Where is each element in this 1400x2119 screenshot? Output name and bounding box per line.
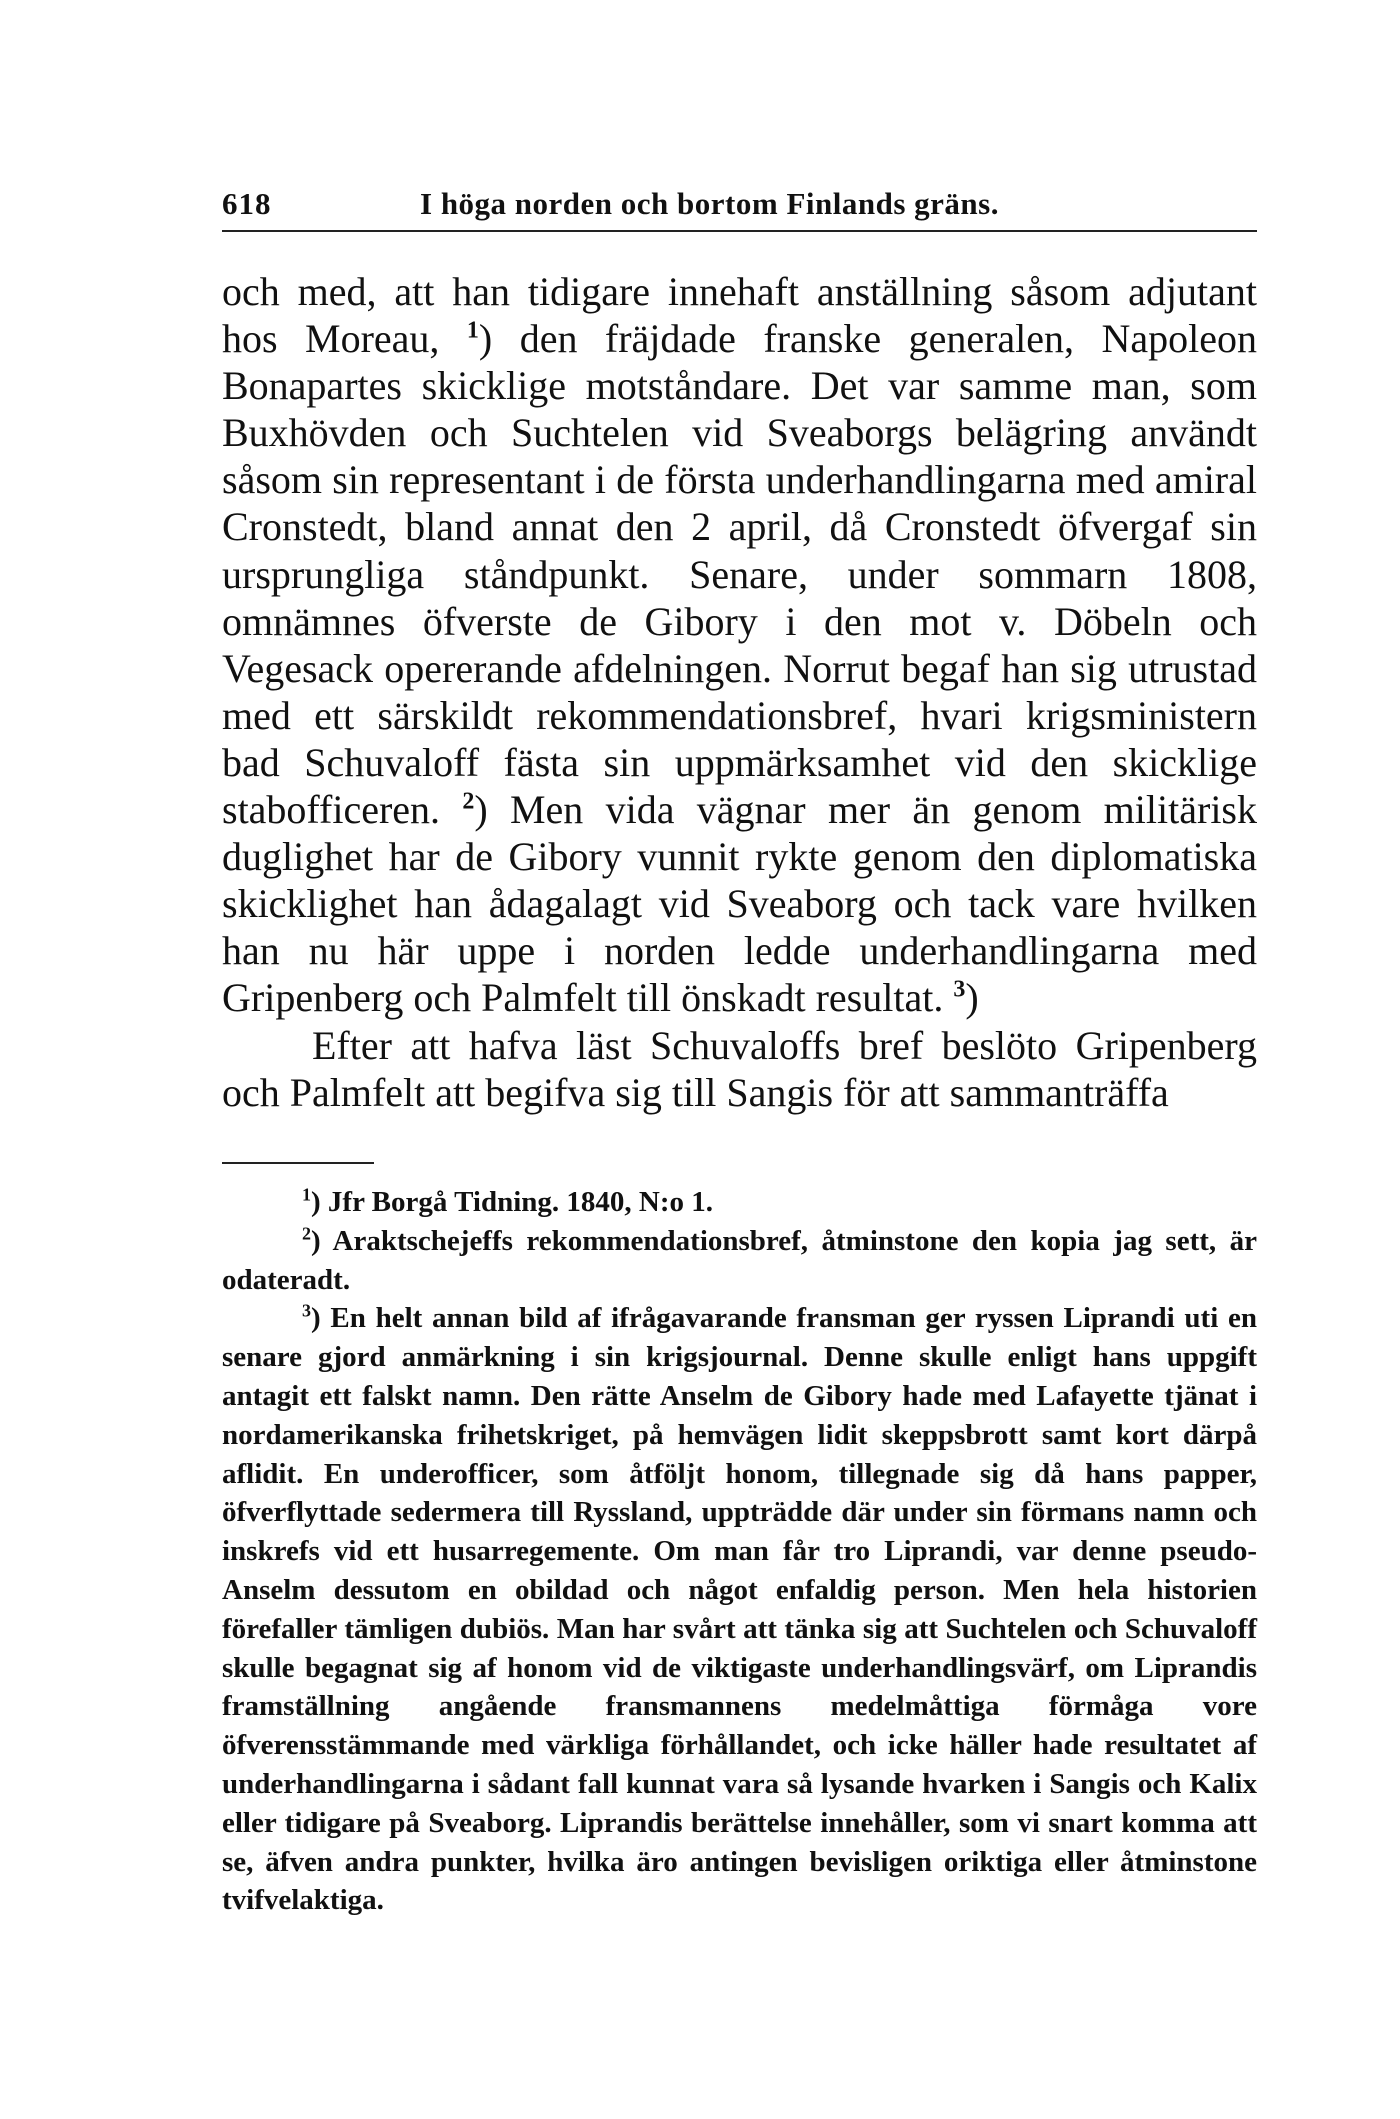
paragraph: Efter att hafva läst Schuvaloffs bref beslöto Gripenberg och Palmfelt att begifva sig till Sangis för att sammanträffa (222, 1022, 1257, 1115)
footnote-text: ) Araktschejeffs rekommendationsbref, åtminstone den kopia jag sett, är odateradt. (222, 1224, 1257, 1296)
footnote-marker[interactable]: 2 (462, 788, 475, 815)
footnote (222, 1183, 1257, 1222)
text-run: ) (965, 975, 979, 1021)
header-rule (222, 230, 1257, 232)
footnote-text: ) Jfr Borgå Tidning. 1840, N:o 1. (311, 1186, 714, 1218)
footnote-marker[interactable]: 1 (466, 317, 479, 344)
footnote-marker[interactable]: 3 (953, 977, 966, 1004)
footnote-text: ) En helt annan bild af ifrågavarande fransman ger ryssen Liprandi uti en senare gjord anmärkning i sin krigsjournal. Denne skulle enligt hans uppgift antagit ett falskt namn. Den rätte Anselm de Gibory hade med Lafayette tjänat i nordamerikanska frihetskriget, på hemvägen lidit skeppsbrott samt kort därpå aflidit. En underofficer, som åtföljt honom, tillegnade sig då hans papper, öfverflyttade sedermera till Ryssland, uppträdde där under sin förmans namn och inskrefs vid ett husarregemente. Om man får tro Liprandi, var denne pseudo-Anselm dessutom en obildad och något enfaldig person. Men hela historien förefaller tämligen dubiös. Man har svårt att tänka sig att Suchtelen och Schuvaloff skulle begagnat sig af honom vid de viktigaste underhandlingsvärf, om Liprandis framställning angående fransmannens medelmåttiga förmåga vore öfverensstämmande med värkliga förhållandet, och icke häller hade resultatet af underhandlingarna i sådant fall kunnat vara så lysande hvarken i Sangis och Kalix eller tidigare på Sveaborg. Liprandis berättelse innehåller, som vi snart komma att se, äfven andra punkter, hvilka äro antingen bevisligen oriktiga eller åtminstone tvifvelaktiga. (222, 1302, 1257, 1917)
footnote (222, 1222, 1257, 1300)
text-run: och med, att han tidigare innehaft anställning såsom adjutant hos Moreau, (222, 269, 1257, 362)
paragraph (222, 268, 1257, 1022)
footnote-rule (222, 1162, 374, 1164)
running-head (222, 176, 1257, 224)
footnotes (222, 1183, 1257, 1920)
text-run: ) den fräjdade franske generalen, Napoleon Bonapartes skicklige motståndare. Det var samme man, som Buxhövden och Suchtelen vid Sveaborgs belägring användt såsom sin representant i de första underhandlingarna med amiral Cronstedt, bland annat den 2 april, då Cronstedt öfvergaf sin ursprungliga ståndpunkt. Senare, under sommarn 1808, omnämnes öfverste de Gibory i den mot v. Döbeln och Vegesack opererande afdelningen. Norrut begaf han sig utrustad med ett särskildt rekommendationsbref, hvari krigsministern bad Schuvaloff fästa sin uppmärksamhet vid den skicklige stabofficeren. (222, 316, 1258, 833)
running-title: I höga norden och bortom Finlands gräns. (420, 186, 999, 221)
footnote-number: 1 (302, 1184, 311, 1205)
footnote-number: 2 (302, 1223, 311, 1244)
main-text (222, 268, 1257, 1116)
text-run: ) Men vida vägnar mer än genom militärisk duglighet har de Gibory vunnit rykte genom den diplomatiska skicklighet han ådagalagt vid Sveaborg och tack vare hvilken han nu här uppe i norden ledde underhandlingarna med Gripenberg och Palmfelt till önskadt resultat. (222, 787, 1257, 1021)
footnote (222, 1299, 1257, 1920)
page-number: 618 (222, 186, 272, 221)
footnote-number: 3 (302, 1300, 311, 1321)
